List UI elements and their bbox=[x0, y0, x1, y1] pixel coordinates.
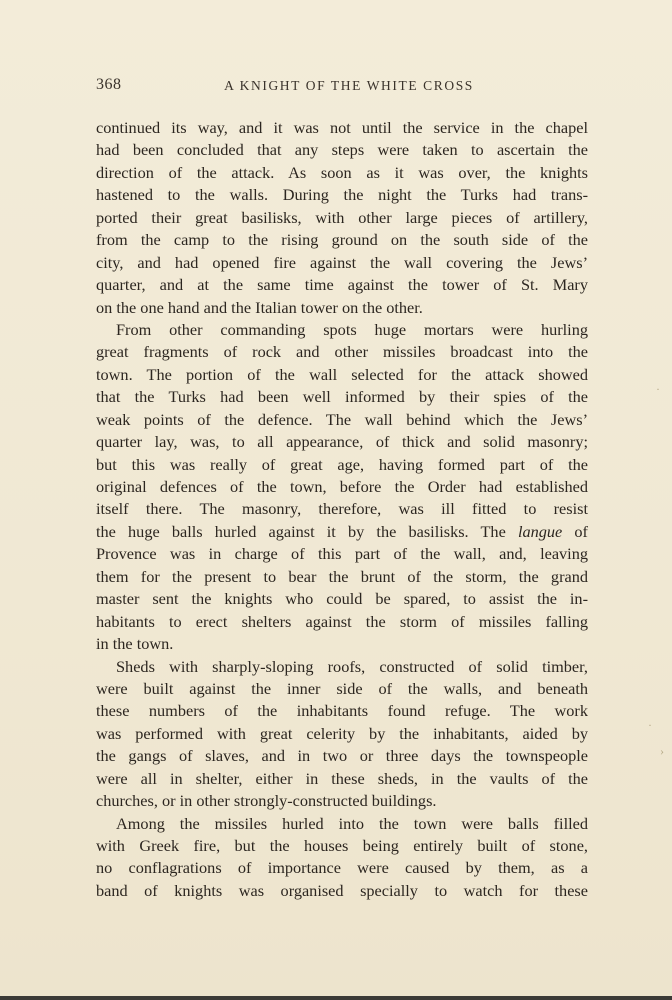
text-line: continued its way, and it was not until the service in the chapel bbox=[96, 118, 588, 137]
text-line: great fragments of rock and other missiles broadcast into the bbox=[96, 342, 588, 362]
text-line: with Greek fire, but the houses being entirely built of stone, bbox=[96, 836, 588, 855]
text-line: ported their great basilisks, with other large pieces of artillery, bbox=[96, 207, 588, 227]
text-line: quarter lay, was, to all appearance, of thick and solid masonry; bbox=[96, 432, 588, 452]
text-line: but this was really of great age, having formed part of the bbox=[96, 454, 588, 474]
margin-mark: › bbox=[660, 744, 664, 758]
italic-term: langue bbox=[517, 521, 563, 541]
text-line: in the town. bbox=[96, 634, 174, 654]
text-line: band of knights was organised specially to watch for these bbox=[96, 880, 588, 900]
margin-mark: · bbox=[648, 718, 652, 732]
text-line: no conflagrations of importance were caused by them, as a bbox=[96, 858, 588, 878]
text-line: that the Turks had been well informed by their spies of the bbox=[96, 387, 588, 407]
text-line: itself there. The masonry, therefore, was ill fitted to resist bbox=[96, 499, 588, 519]
text-line: quarter, and at the same time against the tower of St. Mary bbox=[96, 275, 588, 295]
body-text bbox=[96, 117, 588, 902]
page-bottom-edge bbox=[0, 996, 672, 1000]
text-line: direction of the attack. As soon as it was over, the knights bbox=[96, 162, 588, 182]
text-line-segment: the huge balls hurled against it by the basilisks. The bbox=[96, 521, 518, 541]
text-line: Provence was in charge of this part of the wall, and, leaving bbox=[96, 544, 588, 564]
text-line: town. The portion of the wall selected for the attack showed bbox=[96, 364, 588, 384]
text-line-segment: of bbox=[562, 521, 588, 541]
text-line: city, and had opened fire against the wall covering the Jews’ bbox=[96, 252, 588, 272]
text-line: weak points of the defence. The wall behind which the Jews’ bbox=[96, 409, 588, 429]
text-line: churches, or in other strongly-constructed buildings. bbox=[96, 791, 437, 811]
text-line: original defences of the town, before the Order had established bbox=[96, 477, 588, 496]
text-line: Among the missiles hurled into the town were balls filled bbox=[116, 813, 588, 833]
text-line: hastened to the walls. During the night the Turks had trans- bbox=[96, 185, 588, 205]
margin-mark: · bbox=[656, 382, 660, 396]
running-title: A KNIGHT OF THE WHITE CROSS bbox=[224, 78, 474, 93]
text-line: these numbers of the inhabitants found refuge. The work bbox=[96, 701, 588, 721]
text-line: habitants to erect shelters against the storm of missiles falling bbox=[96, 611, 588, 631]
running-head bbox=[96, 76, 588, 98]
text-line: Sheds with sharply-sloping roofs, constructed of solid timber, bbox=[116, 656, 588, 676]
text-line: was performed with great celerity by the inhabitants, aided by bbox=[96, 723, 588, 743]
text-line: were all in shelter, either in these sheds, in the vaults of the bbox=[96, 768, 588, 788]
text-line: them for the present to bear the brunt of the storm, the grand bbox=[96, 566, 588, 586]
text-line: had been concluded that any steps were taken to ascertain the bbox=[96, 140, 588, 160]
text-line: the gangs of slaves, and in two or three days the townspeople bbox=[96, 746, 588, 766]
text-line: master sent the knights who could be spared, to assist the in- bbox=[96, 589, 588, 609]
page-number: 368 bbox=[96, 76, 122, 93]
text-line: From other commanding spots huge mortars were hurling bbox=[116, 319, 588, 339]
text-line: on the one hand and the Italian tower on the other. bbox=[96, 297, 423, 317]
text-line: were built against the inner side of the walls, and beneath bbox=[96, 678, 588, 698]
text-line bbox=[96, 521, 588, 543]
text-line: from the camp to the rising ground on the south side of the bbox=[96, 230, 588, 250]
